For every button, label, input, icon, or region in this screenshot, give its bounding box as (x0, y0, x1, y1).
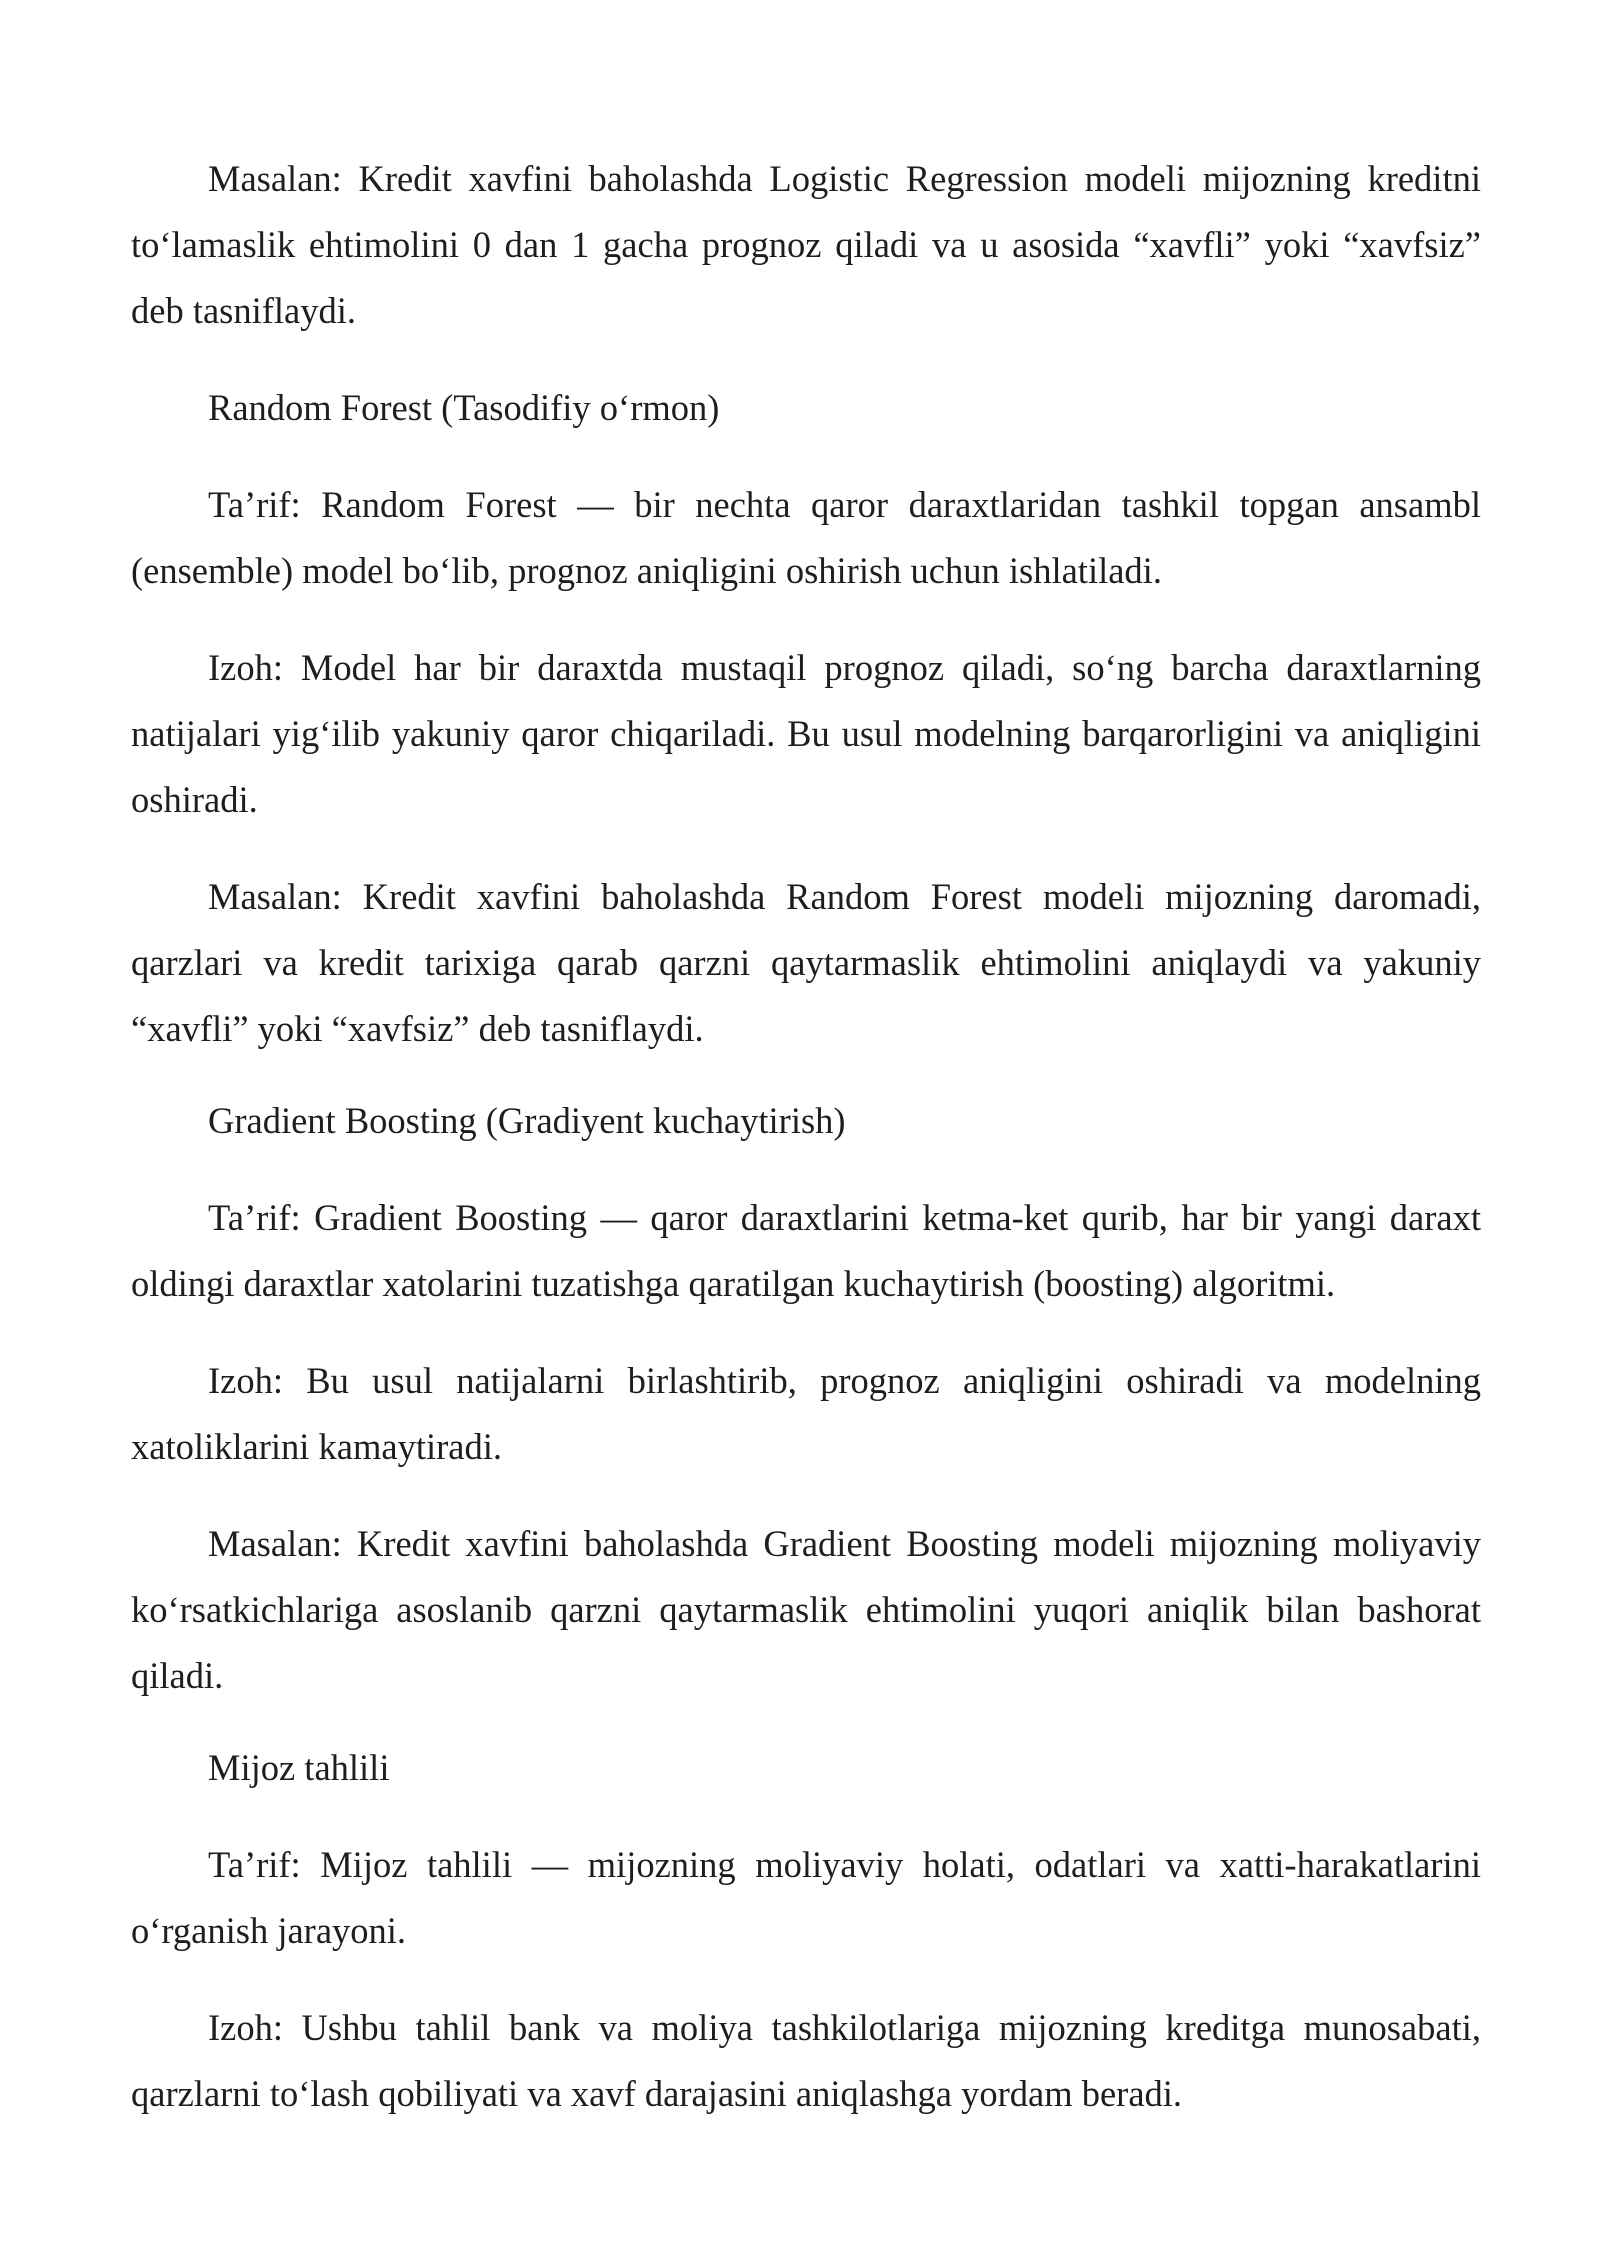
definition-paragraph-random-forest: Ta’rif: Random Forest — bir nechta qaror daraxtlaridan tashkil topgan ansambl (ensemble) model bo‘lib, prognoz aniqligini oshirish uchun ishlatiladi. (131, 484, 1481, 591)
example-paragraph-gradient-boosting: Masalan: Kredit xavfini baholashda Gradient Boosting modeli mijozning moliyaviy ko‘rsatkichlariga asoslanib qarzni qaytarmaslik ehtimolini yuqori aniqlik bilan bashorat qiladi. (131, 1523, 1481, 1696)
definition-paragraph-mijoz-tahlili: Ta’rif: Mijoz tahlili — mijozning moliyaviy holati, odatlari va xatti-harakatlarini o‘rganish jarayoni. (131, 1844, 1481, 1951)
document-body (131, 146, 1481, 2127)
section-heading-mijoz-tahlili: Mijoz tahlili (208, 1747, 390, 1788)
section-heading-gradient-boosting: Gradient Boosting (Gradiyent kuchaytirish) (208, 1100, 846, 1141)
note-paragraph-random-forest: Izoh: Model har bir daraxtda mustaqil prognoz qiladi, so‘ng barcha daraxtlarning natijalari yig‘ilib yakuniy qaror chiqariladi. Bu usul modelning barqarorligini va aniqligini oshiradi. (131, 647, 1481, 820)
example-paragraph-logistic-regression: Masalan: Kredit xavfini baholashda Logistic Regression modeli mijozning kreditni to‘lamaslik ehtimolini 0 dan 1 gacha prognoz qiladi va u asosida “xavfli” yoki “xavfsiz” deb tasniflaydi. (131, 158, 1481, 331)
note-paragraph-mijoz-tahlili: Izoh: Ushbu tahlil bank va moliya tashkilotlariga mijozning kreditga munosabati, qarzlarni to‘lash qobiliyati va xavf darajasini aniqlashga yordam beradi. (131, 2007, 1481, 2114)
definition-paragraph-gradient-boosting: Ta’rif: Gradient Boosting — qaror daraxtlarini ketma-ket qurib, har bir yangi daraxt oldingi daraxtlar xatolarini tuzatishga qaratilgan kuchaytirish (boosting) algoritmi. (131, 1197, 1481, 1304)
section-heading-random-forest: Random Forest (Tasodifiy o‘rmon) (208, 387, 720, 428)
example-paragraph-random-forest: Masalan: Kredit xavfini baholashda Random Forest modeli mijozning daromadi, qarzlari va kredit tarixiga qarab qarzni qaytarmaslik ehtimolini aniqlaydi va yakuniy “xavfli” yoki “xavfsiz” deb tasniflaydi. (131, 876, 1481, 1049)
note-paragraph-gradient-boosting: Izoh: Bu usul natijalarni birlashtirib, prognoz aniqligini oshiradi va modelning xatoliklarini kamaytiradi. (131, 1360, 1481, 1467)
